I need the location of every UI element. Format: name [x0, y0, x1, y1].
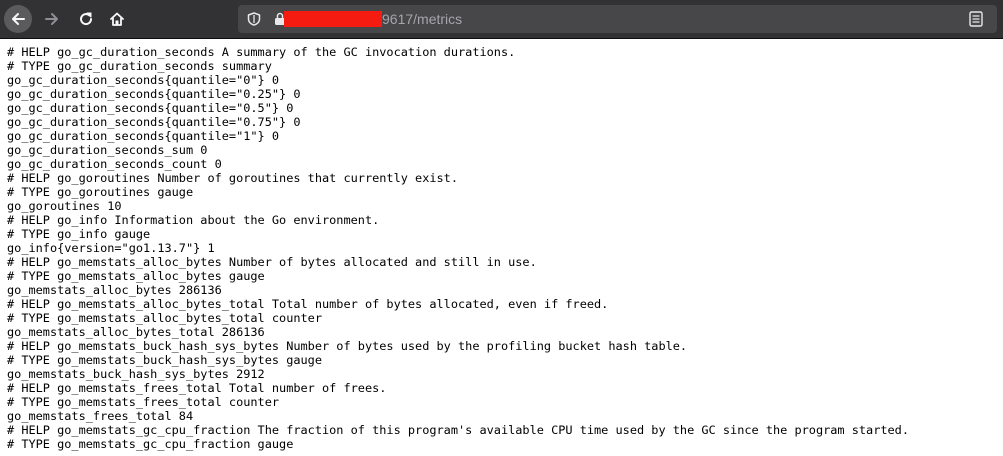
home-button[interactable] — [103, 5, 131, 33]
metrics-line: go_memstats_alloc_bytes 286136 — [7, 283, 222, 297]
metrics-line: go_gc_duration_seconds{quantile="0"} 0 — [7, 73, 280, 87]
browser-toolbar — [0, 0, 1003, 39]
forward-button[interactable] — [38, 5, 66, 33]
metrics-line: # HELP go_memstats_gc_cpu_fraction The fraction of this program's available CPU time used by the GC since the program started. — [7, 423, 910, 437]
metrics-line: go_memstats_alloc_bytes_total 286136 — [7, 325, 265, 339]
metrics-line: go_gc_duration_seconds_count 0 — [7, 157, 222, 171]
page-content — [0, 39, 1003, 456]
metrics-line: go_goroutines 10 — [7, 199, 122, 213]
reader-view-icon[interactable] — [969, 11, 983, 27]
metrics-line: go_gc_duration_seconds{quantile="1"} 0 — [7, 129, 280, 143]
metrics-line: go_gc_duration_seconds{quantile="0.5"} 0 — [7, 101, 294, 115]
metrics-line: # HELP go_memstats_alloc_bytes_total Total number of bytes allocated, even if freed. — [7, 297, 609, 311]
metrics-line: go_gc_duration_seconds{quantile="0.75"} 0 — [7, 115, 301, 129]
metrics-line: # HELP go_memstats_frees_total Total number of frees. — [7, 381, 387, 395]
redacted-host — [284, 11, 382, 27]
metrics-line: # TYPE go_memstats_buck_hash_sys_bytes gauge — [7, 353, 322, 367]
home-icon — [109, 11, 125, 27]
metrics-line: go_memstats_frees_total 84 — [7, 409, 194, 423]
metrics-line: # HELP go_memstats_buck_hash_sys_bytes Number of bytes used by the profiling bucket hash table. — [7, 339, 688, 353]
back-button[interactable] — [4, 5, 32, 33]
metrics-line: # TYPE go_memstats_alloc_bytes gauge — [7, 269, 265, 283]
reload-icon — [78, 11, 94, 27]
arrow-left-icon — [10, 11, 26, 27]
address-bar[interactable] — [238, 5, 997, 33]
metrics-line: # TYPE go_memstats_gc_cpu_fraction gauge — [7, 437, 294, 451]
metrics-line: # TYPE go_info gauge — [7, 227, 151, 241]
metrics-line: # TYPE go_gc_duration_seconds summary — [7, 59, 272, 73]
arrow-right-icon — [44, 11, 60, 27]
metrics-line: go_memstats_buck_hash_sys_bytes 2912 — [7, 367, 265, 381]
metrics-line: go_info{version="go1.13.7"} 1 — [7, 241, 215, 255]
shield-icon[interactable] — [247, 12, 261, 26]
metrics-line: # TYPE go_memstats_alloc_bytes_total counter — [7, 311, 322, 325]
reload-button[interactable] — [72, 5, 100, 33]
metrics-line: # HELP go_info Information about the Go environment. — [7, 213, 380, 227]
url-text[interactable]: 9617/metrics — [382, 11, 463, 27]
metrics-line: # HELP go_memstats_alloc_bytes Number of bytes allocated and still in use. — [7, 255, 537, 269]
metrics-line: # HELP go_gc_duration_seconds A summary of the GC invocation durations. — [7, 45, 516, 59]
metrics-line: go_gc_duration_seconds_sum 0 — [7, 143, 208, 157]
metrics-line: go_gc_duration_seconds{quantile="0.25"} 0 — [7, 87, 301, 101]
metrics-line: # TYPE go_memstats_frees_total counter — [7, 395, 280, 409]
metrics-line: # HELP go_goroutines Number of goroutines that currently exist. — [7, 171, 459, 185]
metrics-line: # TYPE go_goroutines gauge — [7, 185, 194, 199]
metrics-text — [0, 39, 1003, 451]
